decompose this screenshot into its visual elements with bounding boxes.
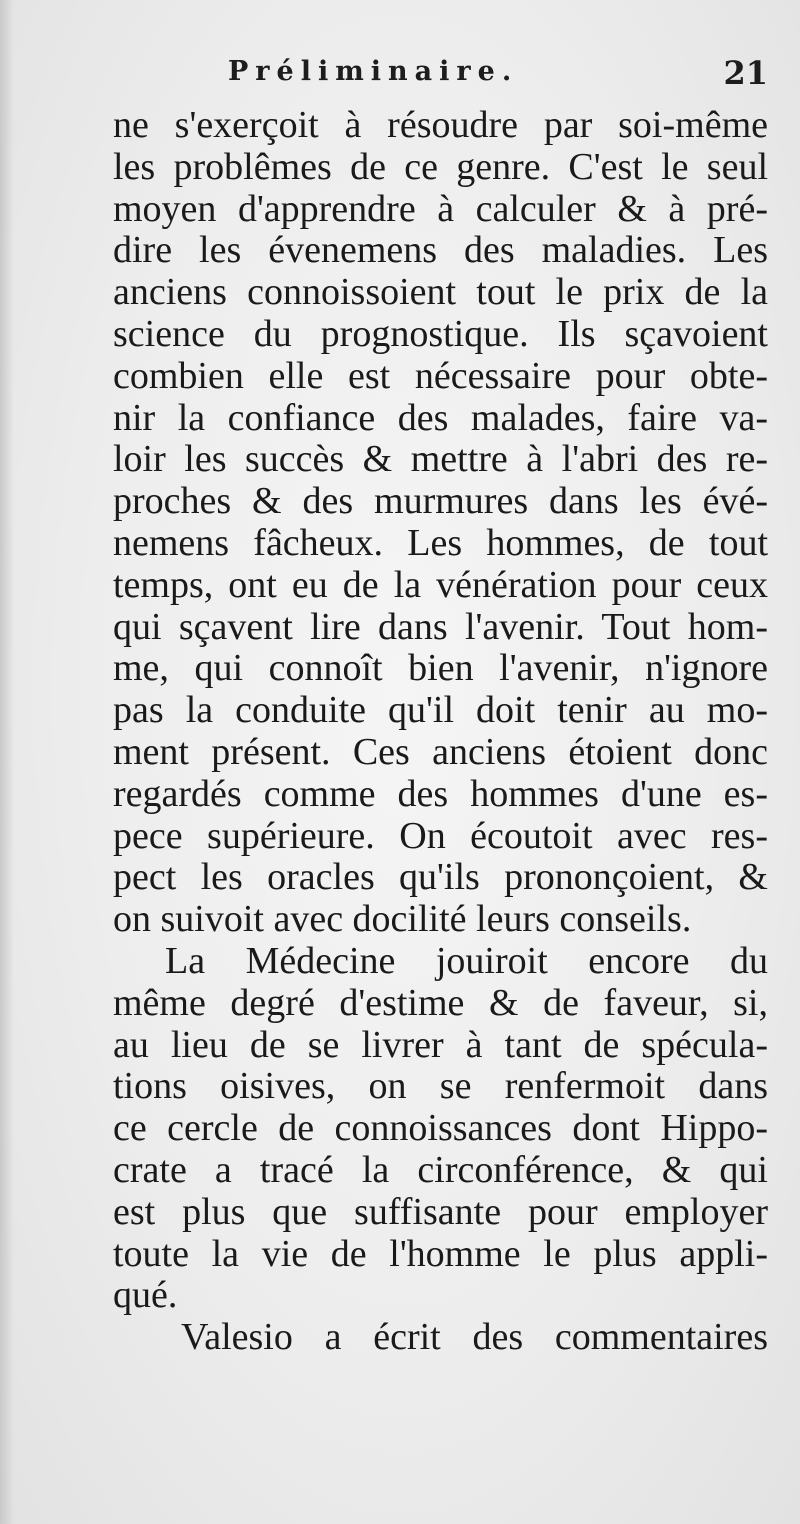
text-line: ne s'exerçoit à résoudre par soi-même bbox=[113, 104, 768, 146]
text-line: proches & des murmures dans les évé- bbox=[113, 480, 768, 523]
text-line: toute la vie de l'homme le plus appli- bbox=[113, 1232, 768, 1275]
text-line: ment présent. Ces anciens étoient donc bbox=[113, 730, 768, 773]
text-line: moyen d'apprendre à calculer & à pré- bbox=[113, 187, 768, 230]
page-header bbox=[228, 52, 768, 100]
text-line: nemens fâcheux. Les hommes, de tout bbox=[113, 521, 768, 564]
text-line: on suivoit avec docilité leurs conseils. bbox=[113, 898, 692, 941]
text-line: science du prognostique. Ils sçavoient bbox=[113, 312, 768, 355]
text-line: pas la conduite qu'il doit tenir au mo- bbox=[113, 689, 768, 732]
text-line: regardés comme des hommes d'une es- bbox=[113, 772, 768, 815]
text-line: combien elle est nécessaire pour obte- bbox=[113, 354, 768, 397]
text-line: temps, ont eu de la vénération pour ceux bbox=[113, 563, 768, 606]
running-head: Préliminaire. bbox=[228, 56, 519, 87]
text-line: loir les succès & mettre à l'abri des re- bbox=[113, 438, 768, 481]
text-line: au lieu de se livrer à tant de spécula- bbox=[113, 1023, 768, 1066]
text-line: crate a tracé la circonférence, & qui bbox=[113, 1148, 768, 1191]
text-line: tions oisives, on se renfermoit dans bbox=[113, 1065, 768, 1108]
text-line: qui sçavent lire dans l'avenir. Tout hom- bbox=[113, 605, 768, 648]
page-number: 21 bbox=[723, 54, 768, 92]
text-line: dire les évenemens des maladies. Les bbox=[113, 229, 768, 272]
text-line: qué. bbox=[113, 1274, 178, 1317]
text-line: Valesio a écrit des commentaires bbox=[181, 1316, 768, 1359]
text-line: ce cercle de connoissances dont Hippo- bbox=[113, 1107, 768, 1150]
text-line: pece supérieure. On écoutoit avec res- bbox=[113, 814, 768, 857]
text-line: nir la confiance des malades, faire va- bbox=[113, 396, 768, 439]
text-line: La Médecine jouiroit encore du bbox=[165, 939, 768, 982]
text-line: est plus que suffisante pour employer bbox=[113, 1190, 768, 1233]
text-line: me, qui connoît bien l'avenir, n'ignore bbox=[113, 647, 768, 690]
gutter-shadow bbox=[0, 0, 14, 1524]
text-line: les problêmes de ce genre. C'est le seul bbox=[113, 145, 768, 188]
text-line: anciens connoissoient tout le prix de la bbox=[113, 271, 768, 314]
body-text bbox=[113, 105, 768, 1359]
text-line: même degré d'estime & de faveur, si, bbox=[113, 981, 768, 1024]
text-line: pect les oracles qu'ils prononçoient, & bbox=[113, 856, 768, 899]
